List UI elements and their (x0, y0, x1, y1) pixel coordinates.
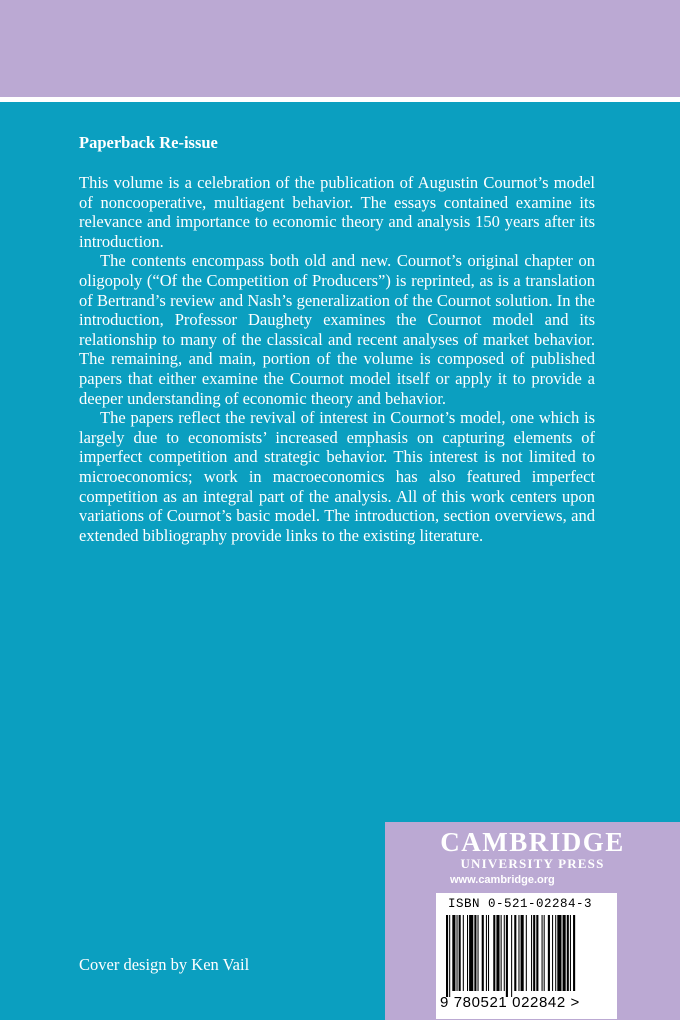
publisher-name: CAMBRIDGE (440, 827, 625, 857)
barcode-panel (436, 893, 617, 1019)
barcode-icon (444, 915, 612, 997)
isbn-label: ISBN 0-521-02284-3 (448, 897, 593, 911)
publisher-url: www.cambridge.org (450, 874, 555, 886)
top-color-band (0, 0, 680, 97)
publisher-subtitle: UNIVERSITY PRESS (460, 856, 605, 871)
publisher-block (385, 822, 680, 1020)
blurb-paragraph: The papers reflect the revival of interest in Cournot’s model, one which is largely due to economists’ increased emphasis on capturing elements of imperfect competition and strategic behavior. This interest is not limited to microeconomics; work in macroeconomics has also featured imperfect competition as an integral part of the analysis. All of this work centers upon variations of Cournot’s basic model. The introduction, section overviews, and extended bibliography provide links to the existing literature. (79, 408, 595, 545)
blurb-paragraph: The contents encompass both old and new. Cournot’s original chapter on oligopoly (“Of the Competition of Producers”) is reprinted, as is a translation of Bertrand’s review and Nash’s generalization of the Cournot solution. In the introduction, Professor Daughety examines the Cournot model and its relationship to many of the classical and recent analyses of market behavior. The remaining, and main, portion of the volume is composed of published papers that either examine the Cournot model itself or apply it to provide a deeper understanding of economic theory and behavior. (79, 251, 595, 408)
blurb (79, 133, 595, 545)
top-divider (0, 97, 680, 102)
blurb-heading: Paperback Re-issue (79, 133, 218, 152)
cover-credit: Cover design by Ken Vail (79, 955, 250, 974)
blurb-paragraph: This volume is a celebration of the publication of Augustin Cournot’s model of noncooperative, multiagent behavior. The essays contained examine its relevance and importance to economic theory and analysis 150 years after its introduction. (79, 173, 595, 251)
barcode-digits: 9 780521 022842 > (440, 994, 580, 1011)
